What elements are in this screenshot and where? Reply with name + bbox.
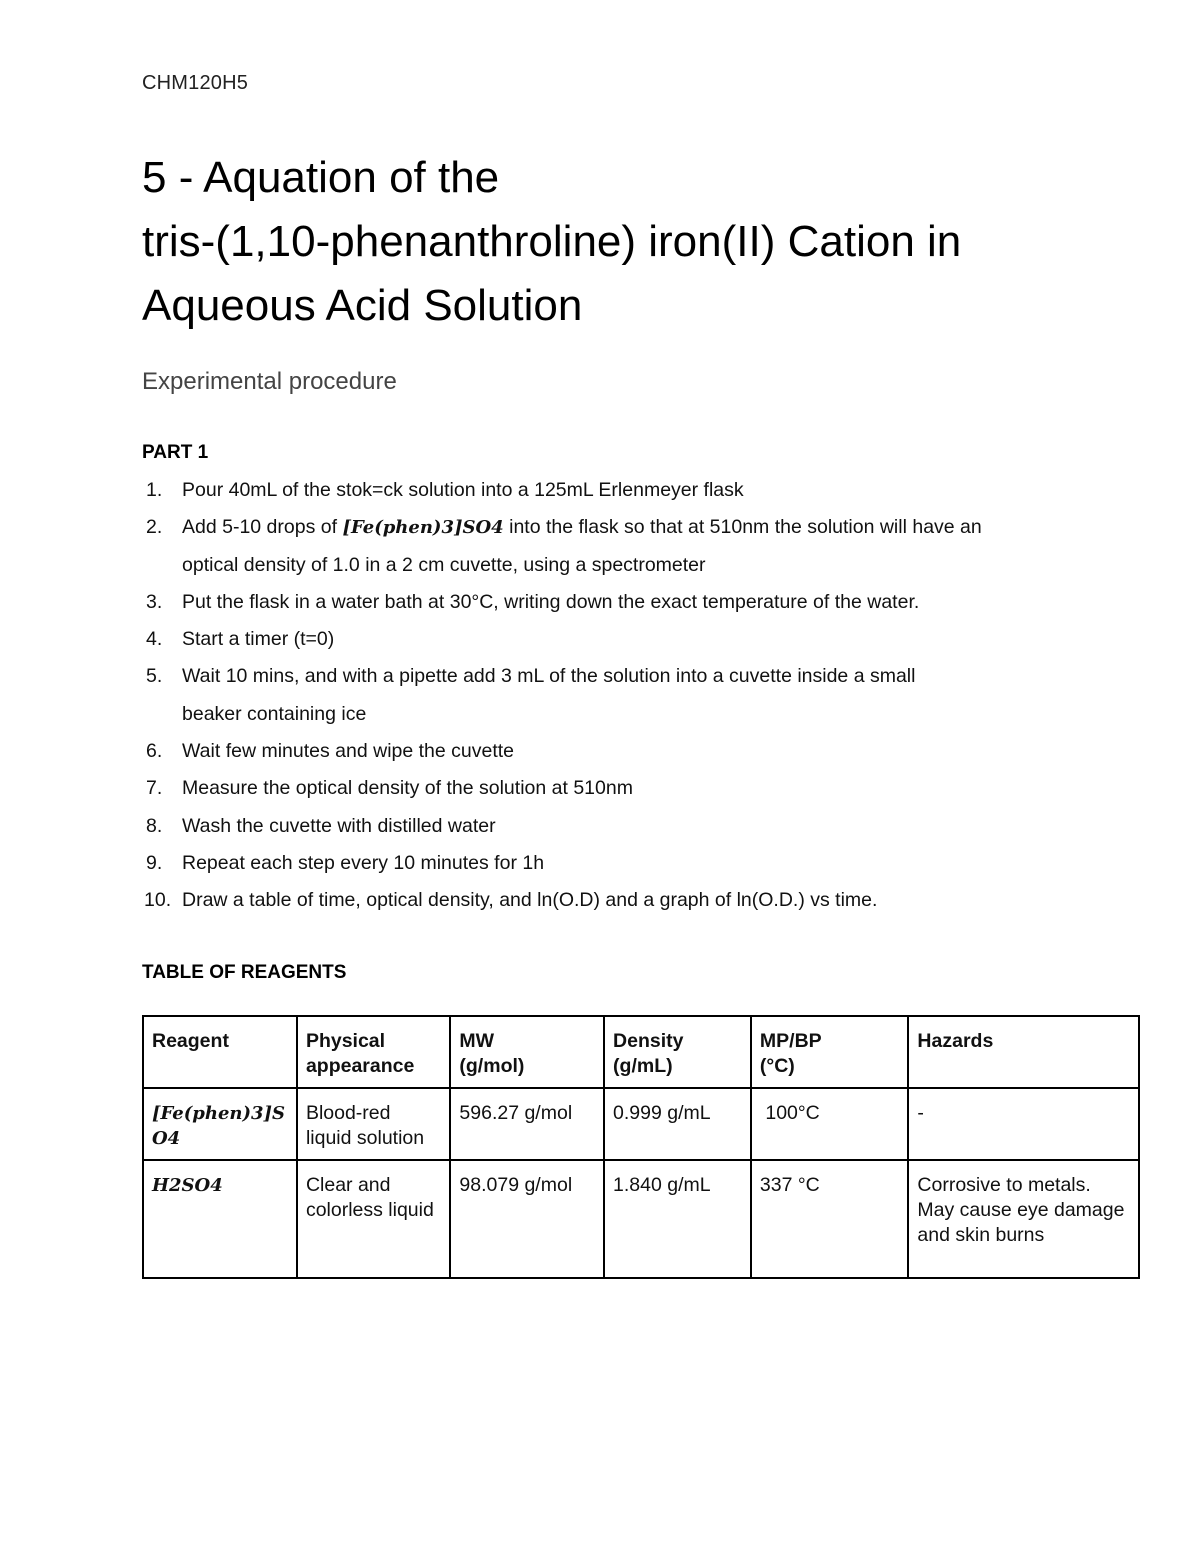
cell-density: 0.999 g/mL	[604, 1088, 751, 1160]
table-header-row	[143, 1016, 1139, 1088]
table-row	[143, 1160, 1139, 1278]
step-number: 8.	[146, 814, 163, 837]
step-number: 4.	[146, 628, 163, 651]
column-header-mw: MW (g/mol)	[450, 1016, 604, 1088]
step-text-continued: beaker containing ice	[182, 702, 367, 725]
cell-reagent: [Fe(phen)3]S O4	[143, 1088, 297, 1160]
list-item	[142, 621, 1102, 658]
step-text: Repeat each step every 10 minutes for 1h	[182, 851, 545, 874]
step-text-continued: optical density of 1.0 in a 2 cm cuvette, using a spectrometer	[182, 553, 706, 576]
step-text: Wash the cuvette with distilled water	[182, 814, 496, 837]
list-item	[142, 808, 1102, 845]
reagents-heading: TABLE OF REAGENTS	[142, 962, 347, 983]
list-item	[142, 584, 1102, 621]
chemical-formula: [Fe(phen)3]SO4	[342, 517, 504, 539]
part-heading: PART 1	[142, 442, 209, 463]
step-number: 5.	[146, 665, 163, 688]
list-item	[142, 845, 1102, 882]
cell-mw: 596.27 g/mol	[450, 1088, 604, 1160]
cell-appearance: Clear and colorless liquid	[297, 1160, 450, 1278]
step-number: 9.	[146, 851, 163, 874]
step-text: Wait few minutes and wipe the cuvette	[182, 740, 515, 763]
cell-hazards: -	[908, 1088, 1139, 1160]
cell-mp-bp: 100°C	[751, 1088, 909, 1160]
column-header-mp-bp: MP/BP (°C)	[751, 1016, 909, 1088]
column-header-appearance: Physical appearance	[297, 1016, 450, 1088]
table-row	[143, 1088, 1139, 1160]
title-line-2: tris-(1,10-phenanthroline) iron(II) Cation in	[142, 217, 962, 266]
list-item	[142, 509, 1102, 584]
cell-appearance: Blood-red liquid solution	[297, 1088, 450, 1160]
step-text: Wait 10 mins, and with a pipette add 3 mL of the solution into a cuvette inside a small	[182, 665, 916, 688]
step-number: 10.	[144, 889, 172, 912]
cell-reagent: H2SO4	[143, 1160, 297, 1278]
title-line-1: 5 - Aquation of the	[142, 153, 500, 202]
list-item	[142, 882, 1102, 919]
column-header-reagent: Reagent	[143, 1016, 297, 1088]
list-item	[142, 658, 1102, 733]
column-header-density: Density (g/mL)	[604, 1016, 751, 1088]
title-line-3: Aqueous Acid Solution	[142, 281, 583, 330]
section-subtitle: Experimental procedure	[142, 368, 397, 395]
step-text: Measure the optical density of the solution at 510nm	[182, 777, 633, 800]
reagents-table	[142, 1015, 1140, 1279]
step-text: Start a timer (t=0)	[182, 628, 335, 651]
step-number: 7.	[146, 777, 163, 800]
cell-mp-bp: 337 °C	[751, 1160, 909, 1278]
step-text: Put the flask in a water bath at 30°C, writing down the exact temperature of the water.	[182, 590, 920, 613]
step-text: Add 5-10 drops of	[182, 516, 343, 539]
procedure-steps	[142, 472, 1102, 920]
step-text: Pour 40mL of the stok=ck solution into a 125mL Erlenmeyer flask	[182, 479, 744, 501]
step-text: into the flask so that at 510nm the solution will have an	[503, 516, 982, 539]
step-number: 6.	[146, 740, 163, 763]
cell-mw: 98.079 g/mol	[450, 1160, 604, 1278]
step-number: 2.	[146, 516, 163, 539]
document-title	[142, 146, 1102, 338]
step-text: Draw a table of time, optical density, and ln(O.D) and a graph of ln(O.D.) vs time.	[182, 889, 878, 912]
step-number: 1.	[146, 479, 163, 501]
list-item	[142, 770, 1102, 807]
step-number: 3.	[146, 590, 163, 613]
cell-hazards: Corrosive to metals. May cause eye damage and skin burns	[908, 1160, 1139, 1278]
list-item	[142, 472, 1102, 509]
cell-density: 1.840 g/mL	[604, 1160, 751, 1278]
course-code: CHM120H5	[142, 72, 249, 94]
list-item	[142, 733, 1102, 770]
column-header-hazards: Hazards	[908, 1016, 1139, 1088]
